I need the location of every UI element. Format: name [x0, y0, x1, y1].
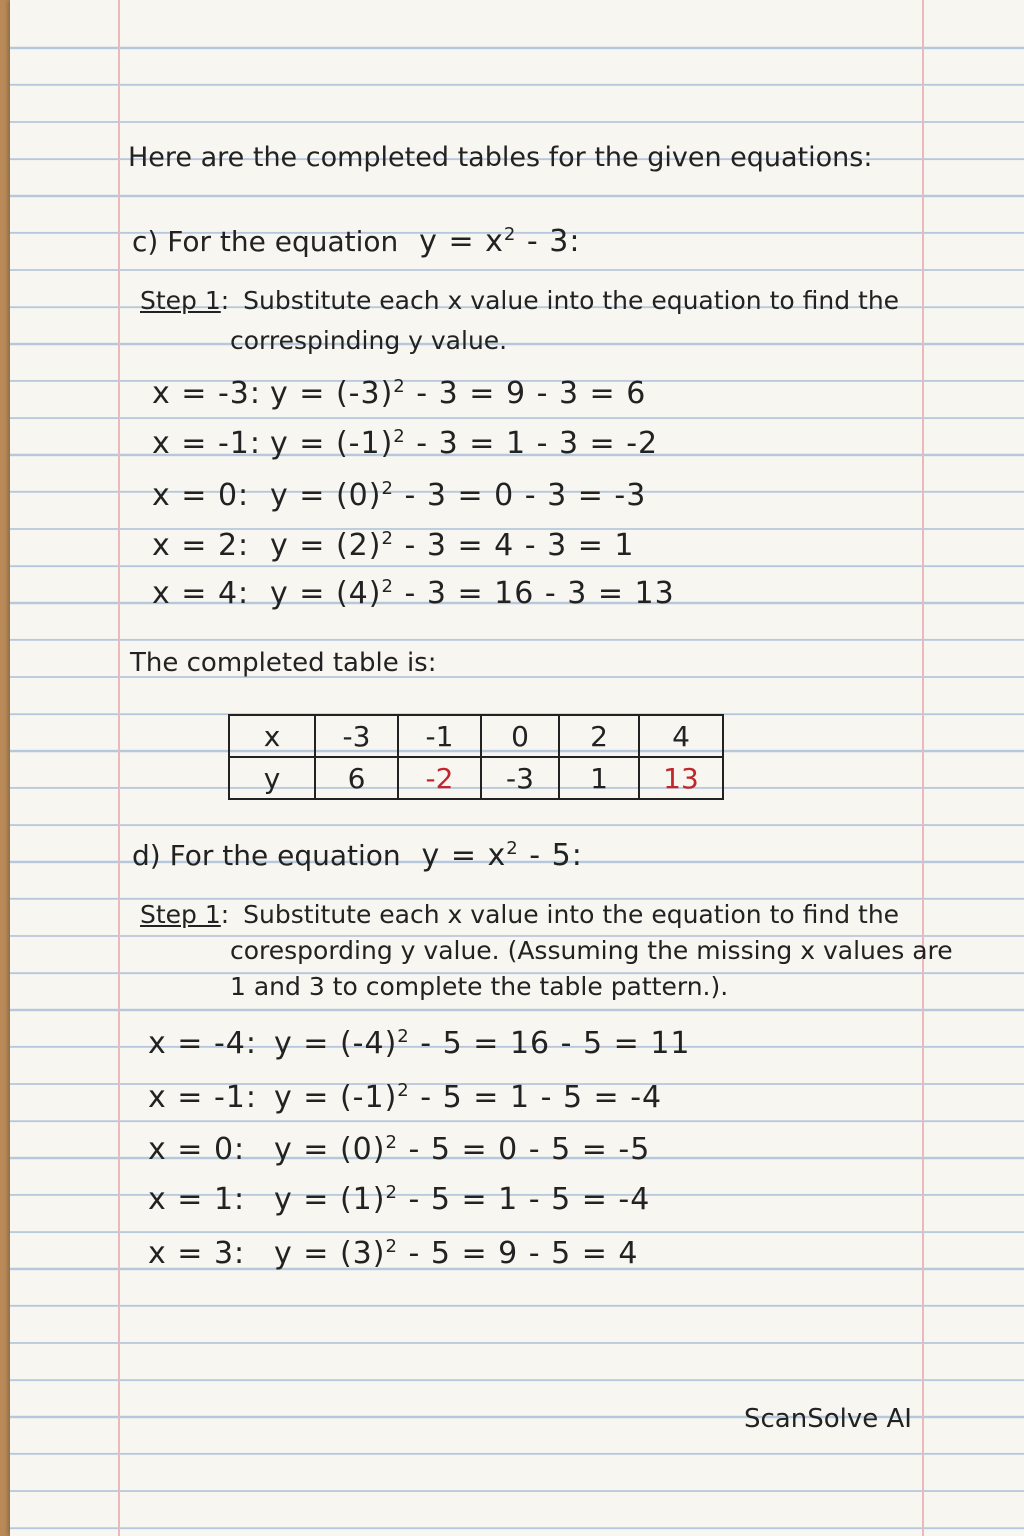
- table-cell-highlighted: 13: [639, 757, 723, 799]
- table-cell: -1: [398, 715, 481, 757]
- completed-table: [228, 714, 724, 800]
- signature: ScanSolve AI: [744, 1404, 912, 1434]
- table-cell-highlighted: -2: [398, 757, 481, 799]
- left-margin-line: [118, 0, 120, 1536]
- table-cell: y: [229, 757, 315, 799]
- part-d-step-line2: corespording y value. (Assuming the missing x values are: [230, 936, 953, 965]
- calc-line: x = -1: $y = (-1)^2 - 5 = 1 - 5 = -4$: [148, 1080, 663, 1115]
- notebook-page: [10, 0, 1024, 1536]
- calc-line: x = 3: $y = (3)^2 - 5 = 9 - 5 = 4$: [148, 1236, 639, 1271]
- table-cell: -3: [481, 757, 559, 799]
- table-cell: 4: [639, 715, 723, 757]
- calc-line: x = -1: $y = (-1)^2 - 3 = 1 - 3 = -2$: [152, 426, 659, 461]
- calc-line: x = 2: $y = (2)^2 - 3 = 4 - 3 = 1$: [152, 528, 635, 563]
- step-label: Step 1: [140, 286, 221, 315]
- calc-line: x = -4: $y = (-4)^2 - 5 = 16 - 5 = 11$: [148, 1026, 691, 1061]
- part-c-step-line1: Step 1: Substitute each x value into the equation to find the: [140, 286, 900, 315]
- part-c-step-line2: correspinding y value.: [230, 326, 508, 355]
- right-margin-line: [922, 0, 924, 1536]
- table-caption: The completed table is:: [130, 648, 437, 678]
- table-row-x: [229, 715, 723, 757]
- calc-line: x = -3: $y = (-3)^2 - 3 = 9 - 3 = 6$: [152, 376, 647, 411]
- table-cell: 1: [559, 757, 639, 799]
- table-cell: x: [229, 715, 315, 757]
- calc-line: x = 0: $y = (0)^2 - 3 = 0 - 3 = -3$: [152, 478, 647, 513]
- calc-line: x = 0: $y = (0)^2 - 5 = 0 - 5 = -5$: [148, 1132, 651, 1167]
- table-row-y: [229, 757, 723, 799]
- part-c-heading: c) For the equation $y = x^2 - 3$:: [132, 224, 581, 259]
- calc-line: x = 4: $y = (4)^2 - 3 = 16 - 3 = 13$: [152, 576, 675, 611]
- part-d-step-line1: Step 1: Substitute each x value into the equation to find the: [140, 900, 900, 929]
- table-cell: -3: [315, 715, 398, 757]
- calc-line: x = 1: $y = (1)^2 - 5 = 1 - 5 = -4$: [148, 1182, 651, 1217]
- table-cell: 0: [481, 715, 559, 757]
- table-cell: 6: [315, 757, 398, 799]
- part-d-heading: d) For the equation $y = x^2 - 5$:: [132, 838, 583, 873]
- table-cell: 2: [559, 715, 639, 757]
- step-label: Step 1: [140, 900, 221, 929]
- intro-text: Here are the completed tables for the given equations:: [128, 142, 873, 173]
- part-d-step-line3: 1 and 3 to complete the table pattern.).: [230, 972, 729, 1001]
